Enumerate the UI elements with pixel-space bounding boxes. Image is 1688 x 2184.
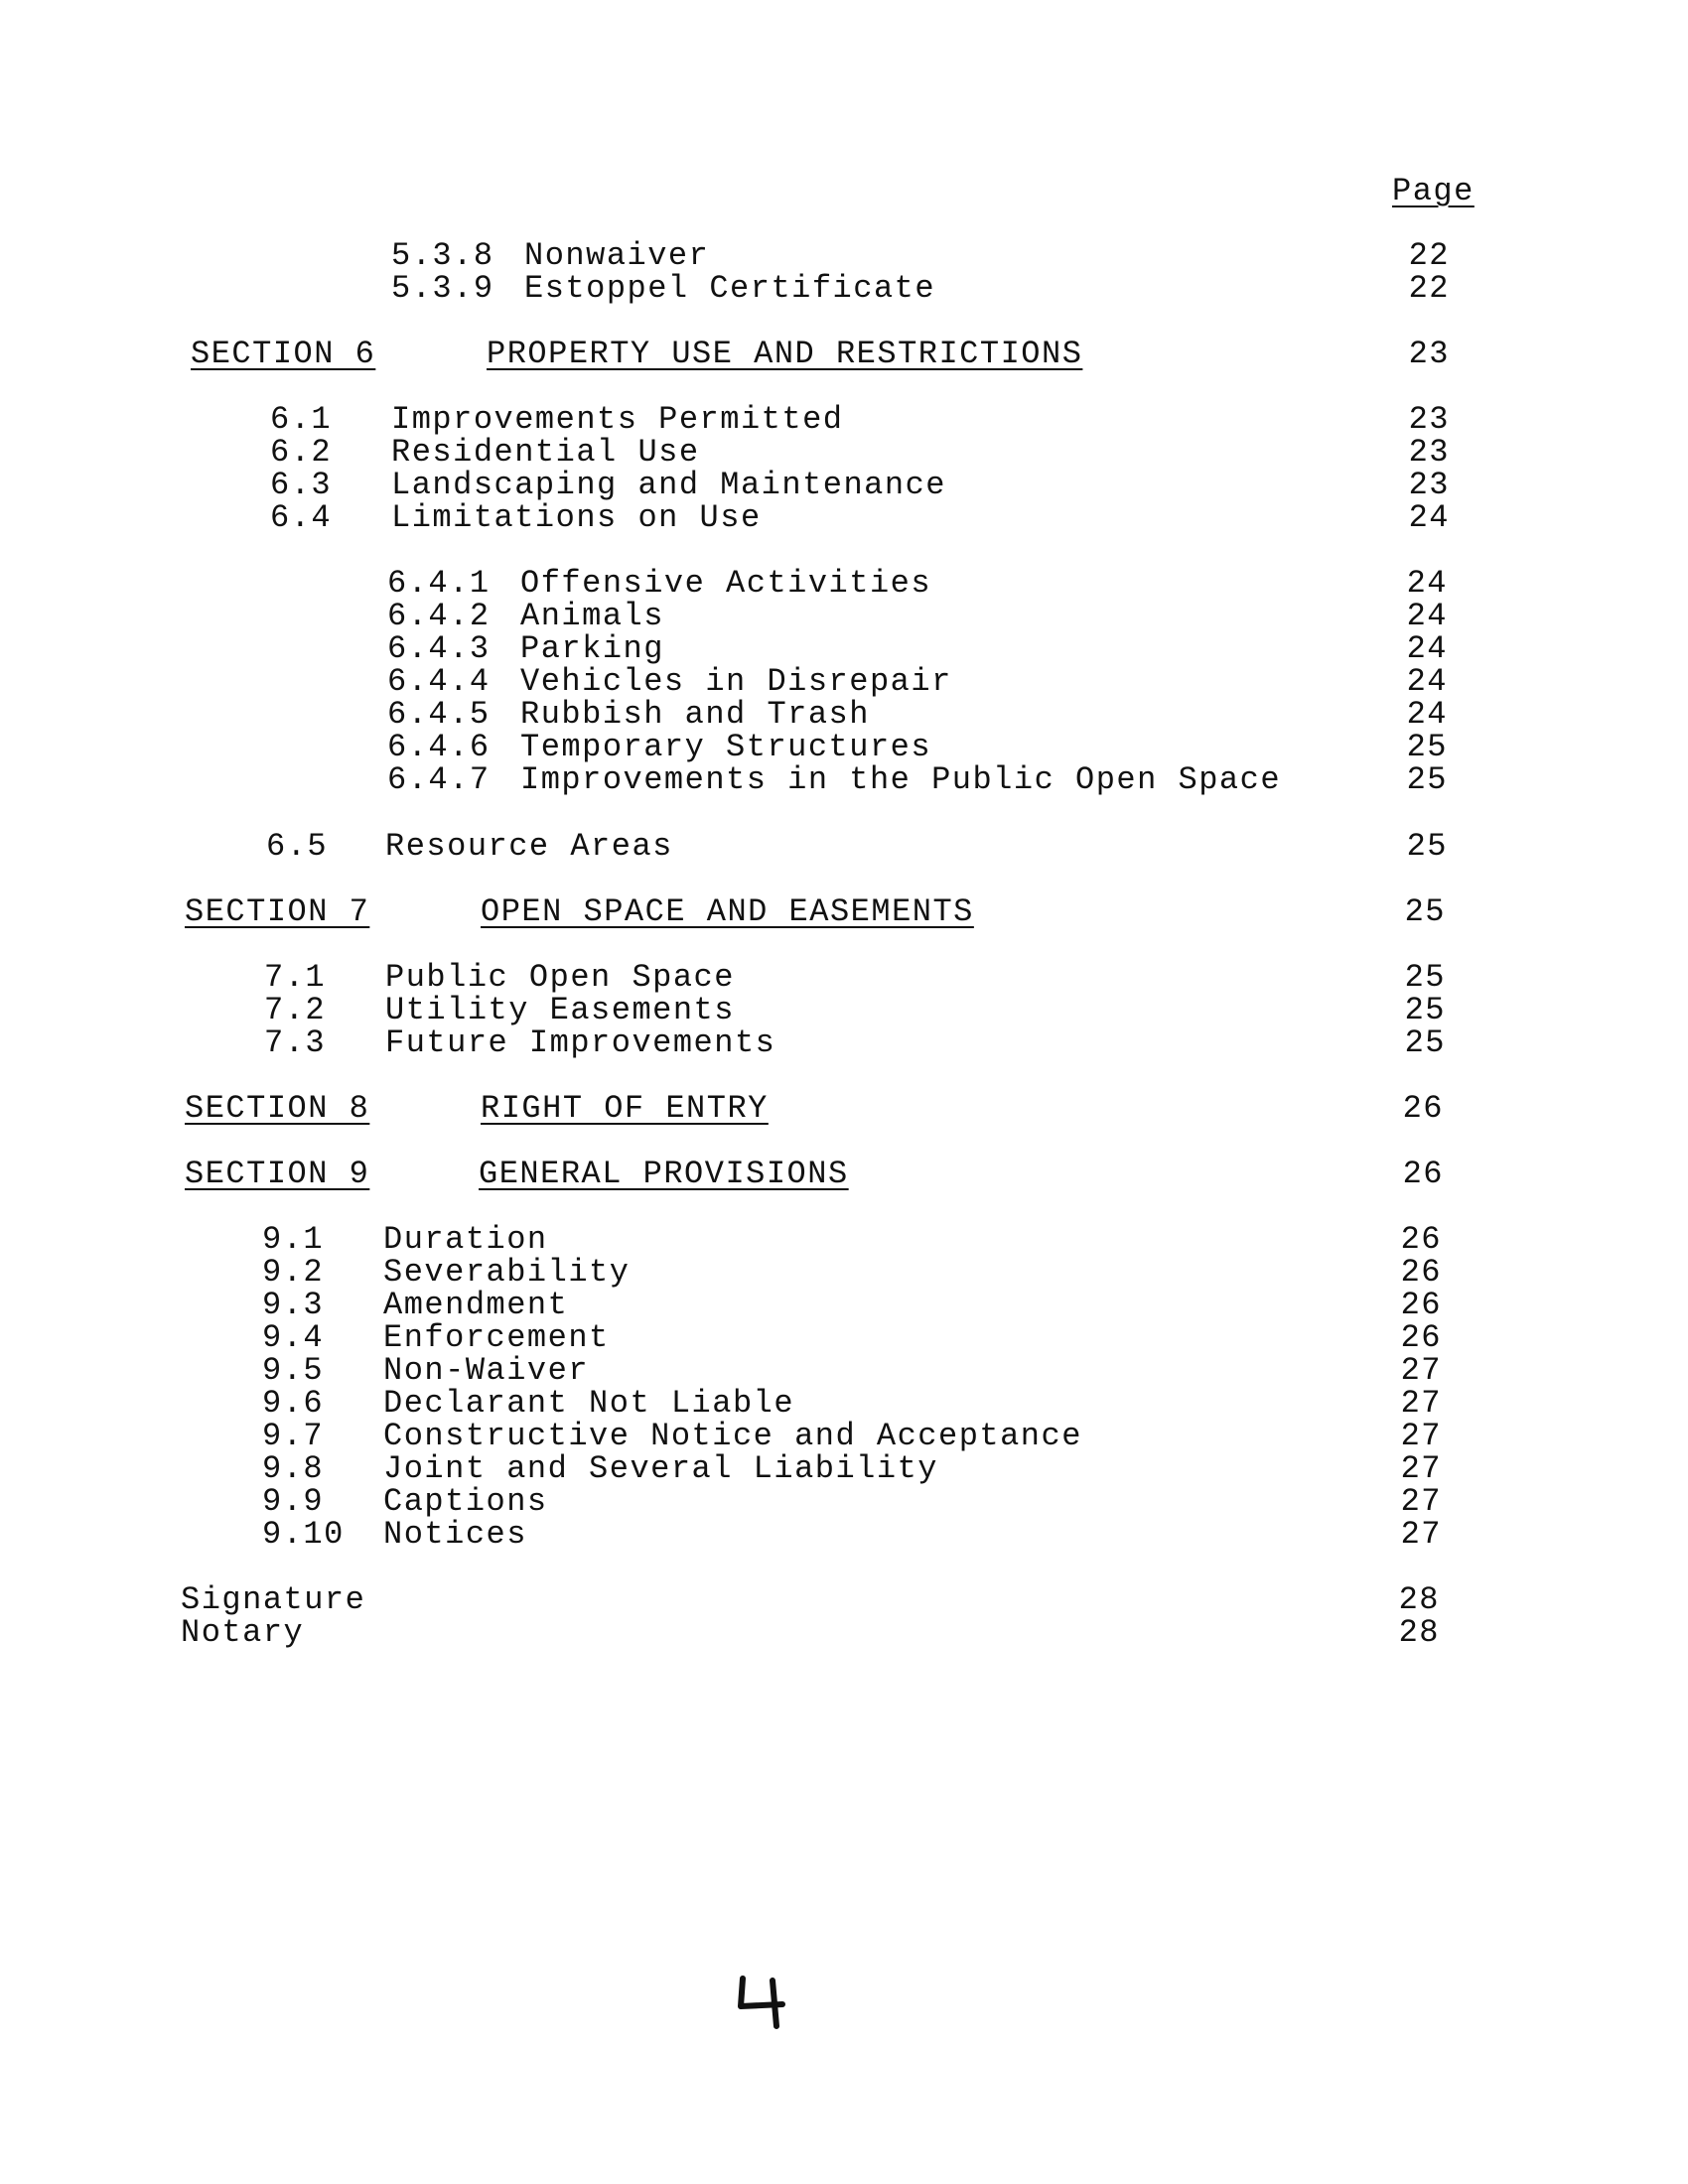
toc-title: Joint and Several Liability bbox=[383, 1450, 938, 1487]
toc-page: 24 bbox=[1406, 630, 1448, 667]
toc-title: Captions bbox=[383, 1483, 548, 1520]
toc-page: 28 bbox=[1398, 1614, 1440, 1651]
toc-number: 9.8 bbox=[262, 1450, 325, 1487]
toc-number: 9.6 bbox=[262, 1385, 325, 1422]
toc-page: 24 bbox=[1408, 499, 1450, 536]
toc-number: 6.4.7 bbox=[387, 761, 491, 798]
toc-number: 7.1 bbox=[264, 959, 327, 996]
toc-number: 9.2 bbox=[262, 1254, 325, 1291]
toc-page: 25 bbox=[1404, 893, 1446, 930]
toc-page: 23 bbox=[1408, 467, 1450, 503]
toc-number: 6.1 bbox=[270, 401, 333, 438]
toc-title: Offensive Activities bbox=[520, 565, 932, 602]
section-number: SECTION 7 bbox=[185, 893, 370, 930]
handwritten-page-number bbox=[735, 1971, 794, 2035]
toc-page: 27 bbox=[1400, 1418, 1442, 1454]
toc-number: 6.4 bbox=[270, 499, 333, 536]
toc-title: Amendment bbox=[383, 1287, 569, 1323]
toc-number: 6.5 bbox=[266, 828, 329, 865]
section-title: OPEN SPACE AND EASEMENTS bbox=[481, 893, 974, 930]
toc-page: 26 bbox=[1402, 1156, 1444, 1192]
toc-number: 9.7 bbox=[262, 1418, 325, 1454]
toc-number: 9.9 bbox=[262, 1483, 325, 1520]
toc-page: 27 bbox=[1400, 1483, 1442, 1520]
toc-page: 25 bbox=[1406, 828, 1448, 865]
toc-title: Residential Use bbox=[391, 434, 700, 471]
toc-number: 7.2 bbox=[264, 992, 327, 1028]
toc-title: Landscaping and Maintenance bbox=[391, 467, 946, 503]
toc-page: 28 bbox=[1398, 1581, 1440, 1618]
toc-number: 9.1 bbox=[262, 1221, 325, 1258]
toc-page: 25 bbox=[1404, 1024, 1446, 1061]
toc-number: 9.4 bbox=[262, 1319, 325, 1356]
toc-page: 24 bbox=[1406, 696, 1448, 733]
toc-number: 5.3.9 bbox=[391, 270, 494, 307]
toc-title: Improvements in the Public Open Space bbox=[520, 761, 1282, 798]
toc-number: 6.4.1 bbox=[387, 565, 491, 602]
section-number: SECTION 6 bbox=[191, 336, 376, 372]
toc-page: 24 bbox=[1406, 598, 1448, 634]
toc-title: Resource Areas bbox=[385, 828, 673, 865]
toc-number: 9.3 bbox=[262, 1287, 325, 1323]
toc-page: 25 bbox=[1406, 761, 1448, 798]
toc-page: 27 bbox=[1400, 1352, 1442, 1389]
toc-page: 26 bbox=[1400, 1221, 1442, 1258]
toc-title: Estoppel Certificate bbox=[524, 270, 936, 307]
toc-page: 23 bbox=[1408, 434, 1450, 471]
toc-title: Improvements Permitted bbox=[391, 401, 844, 438]
toc-number: 6.4.6 bbox=[387, 729, 491, 765]
toc-title: Limitations on Use bbox=[391, 499, 762, 536]
toc-title: Notary bbox=[181, 1614, 305, 1651]
toc-number: 5.3.8 bbox=[391, 237, 494, 274]
toc-title: Nonwaiver bbox=[524, 237, 710, 274]
toc-number: 7.3 bbox=[264, 1024, 327, 1061]
toc-page: 26 bbox=[1402, 1090, 1444, 1127]
toc-number: 6.4.3 bbox=[387, 630, 491, 667]
toc-page: 23 bbox=[1408, 401, 1450, 438]
page-column-header: Page bbox=[1392, 173, 1475, 209]
toc-number: 6.2 bbox=[270, 434, 333, 471]
toc-number: 6.4.4 bbox=[387, 663, 491, 700]
section-number: SECTION 9 bbox=[185, 1156, 370, 1192]
toc-number: 6.3 bbox=[270, 467, 333, 503]
toc-page: 27 bbox=[1400, 1516, 1442, 1553]
toc-page: 27 bbox=[1400, 1385, 1442, 1422]
toc-page: 25 bbox=[1406, 729, 1448, 765]
toc-title: Utility Easements bbox=[385, 992, 735, 1028]
toc-page: 26 bbox=[1400, 1254, 1442, 1291]
toc-title: Public Open Space bbox=[385, 959, 735, 996]
toc-title: Non-Waiver bbox=[383, 1352, 590, 1389]
toc-page: 22 bbox=[1408, 237, 1450, 274]
toc-page: 22 bbox=[1408, 270, 1450, 307]
toc-title: Parking bbox=[520, 630, 664, 667]
toc-number: 6.4.2 bbox=[387, 598, 491, 634]
toc-page: 24 bbox=[1406, 663, 1448, 700]
toc-title: Temporary Structures bbox=[520, 729, 932, 765]
section-title: RIGHT OF ENTRY bbox=[481, 1090, 769, 1127]
toc-title: Vehicles in Disrepair bbox=[520, 663, 952, 700]
toc-page: 23 bbox=[1408, 336, 1450, 372]
toc-number: 6.4.5 bbox=[387, 696, 491, 733]
toc-title: Declarant Not Liable bbox=[383, 1385, 795, 1422]
toc-title: Notices bbox=[383, 1516, 527, 1553]
toc-title: Signature bbox=[181, 1581, 366, 1618]
toc-title: Severability bbox=[383, 1254, 631, 1291]
toc-number: 9.5 bbox=[262, 1352, 325, 1389]
section-number: SECTION 8 bbox=[185, 1090, 370, 1127]
toc-title: Rubbish and Trash bbox=[520, 696, 870, 733]
toc-page: 24 bbox=[1406, 565, 1448, 602]
toc-title: Enforcement bbox=[383, 1319, 610, 1356]
toc-title: Future Improvements bbox=[385, 1024, 776, 1061]
toc-page: 27 bbox=[1400, 1450, 1442, 1487]
toc-page: 25 bbox=[1404, 959, 1446, 996]
toc-page: 26 bbox=[1400, 1319, 1442, 1356]
toc-title: Constructive Notice and Acceptance bbox=[383, 1418, 1082, 1454]
toc-title: Duration bbox=[383, 1221, 548, 1258]
section-title: PROPERTY USE AND RESTRICTIONS bbox=[487, 336, 1083, 372]
handwritten-page-number-glyph bbox=[735, 1971, 794, 2030]
toc-number: 9.10 bbox=[262, 1516, 345, 1553]
toc-page: 26 bbox=[1400, 1287, 1442, 1323]
section-title: GENERAL PROVISIONS bbox=[479, 1156, 849, 1192]
toc-page: 25 bbox=[1404, 992, 1446, 1028]
toc-title: Animals bbox=[520, 598, 664, 634]
